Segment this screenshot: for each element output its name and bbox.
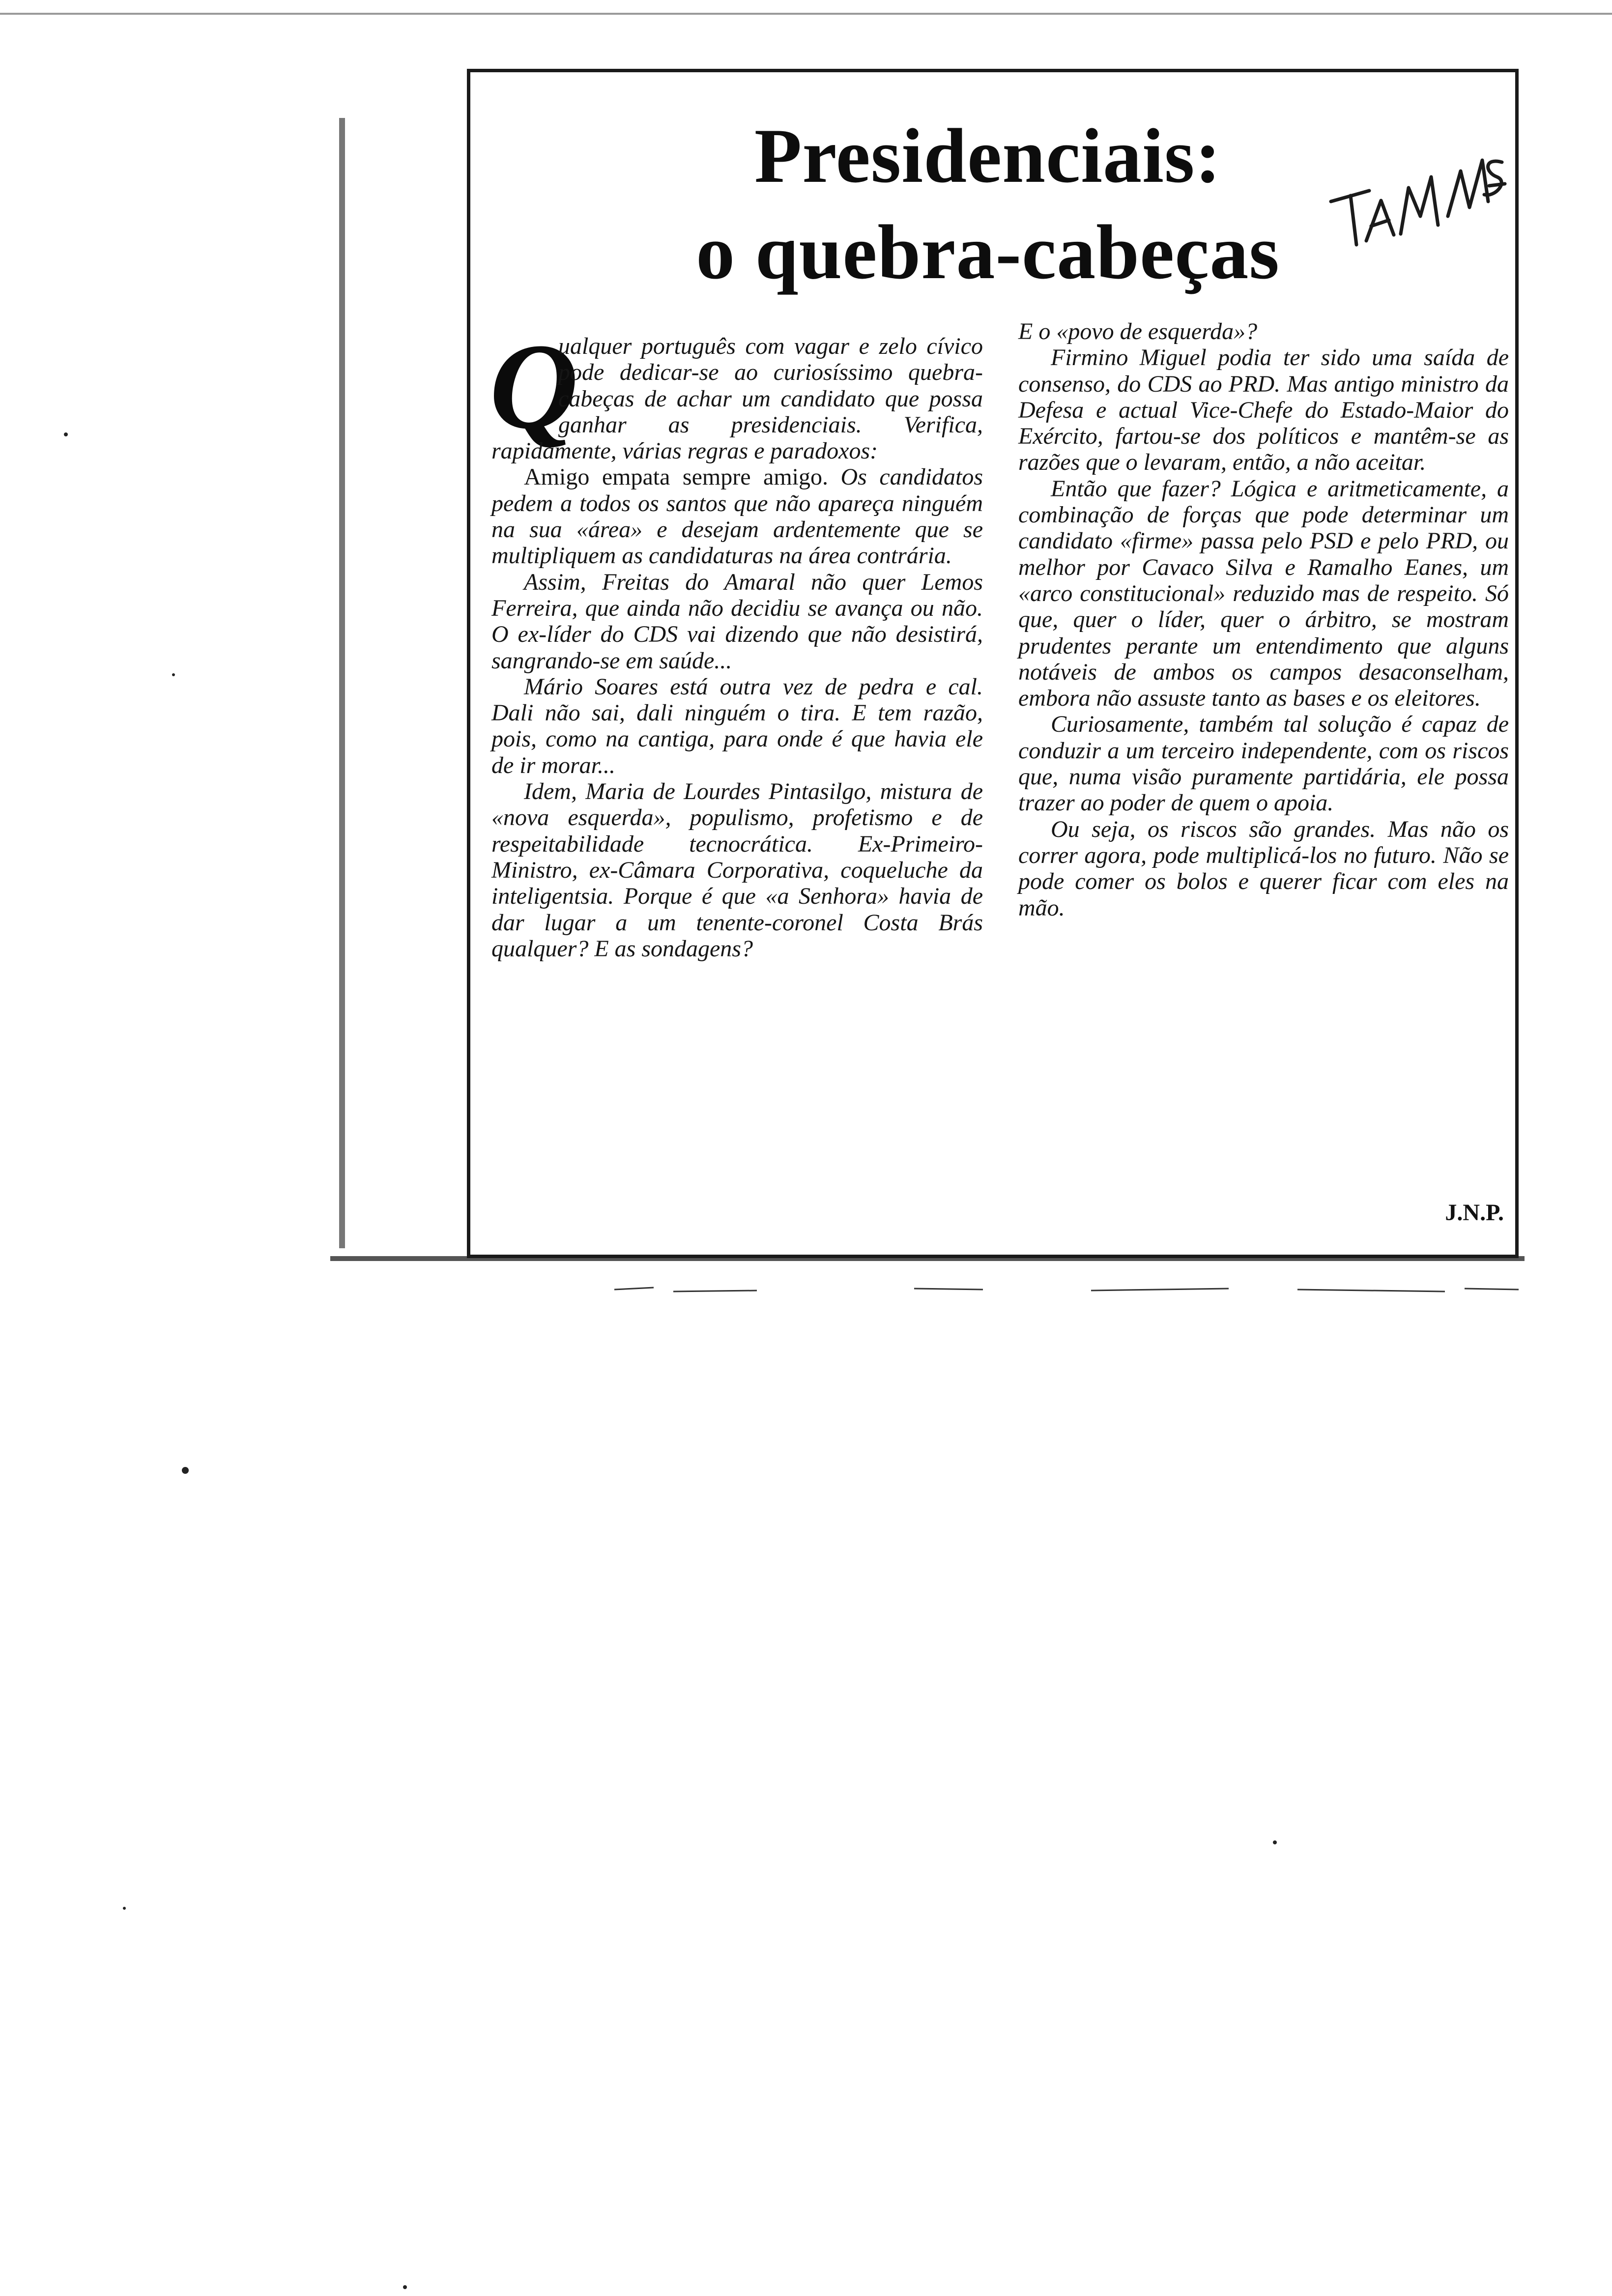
handwritten-note-tame bbox=[1322, 143, 1509, 260]
scan-speck bbox=[403, 2285, 407, 2289]
scan-speck bbox=[64, 432, 68, 436]
paragraph: Ou seja, os riscos são grandes. Mas não os correr agora, pode multiplicá-los no futuro. Não se pode comer os bolos e querer ficar com eles na mão. bbox=[1018, 816, 1509, 921]
paragraph bbox=[491, 464, 983, 569]
article-headline bbox=[639, 108, 1337, 301]
author-signature: J.N.P. bbox=[1445, 1200, 1504, 1226]
drop-cap: Q bbox=[489, 318, 578, 455]
paragraph: Então que fazer? Lógica e aritmeticamente, a combinação de forças que pode determinar um candidato «firme» passa pelo PSD e pelo PRD, ou melhor por Cavaco Silva e Ramalho Eanes, um «arco constitucional» reduzido mas de respeito. Só que, quer o líder, quer o árbitro, se mostram prudentes perante um entendimento que alguns notáveis de ambos os campos desaconselham, embora não assuste tanto as bases e os eleitores. bbox=[1018, 475, 1509, 712]
page-top-rule bbox=[0, 13, 1612, 15]
paragraph-lead: Amigo empata sempre amigo. bbox=[524, 464, 828, 490]
headline-line-2: o quebra-cabeças bbox=[696, 209, 1280, 295]
scan-noise-strip bbox=[609, 1283, 1524, 1297]
article-left-column bbox=[489, 318, 983, 962]
scan-speck bbox=[172, 673, 175, 676]
paragraph-rest: Os candidatos pedem a todos os santos que não apareça ninguém na sua «área» e desejam ardentemente que se multipliquem as candidaturas na área contrária. bbox=[491, 464, 983, 569]
paragraph: Assim, Freitas do Amaral não quer Lemos Ferreira, que ainda não decidiu se avança ou não. O ex-líder do CDS vai dizendo que não desistirá, sangrando-se em saúde... bbox=[491, 569, 983, 674]
scan-speck bbox=[182, 1467, 189, 1474]
paragraph: Curiosamente, também tal solução é capaz de conduzir a um terceiro independente, com os riscos que, numa visão puramente partidária, ele possa trazer ao poder de quem o apoia. bbox=[1018, 711, 1509, 816]
article-right-column bbox=[1018, 318, 1509, 921]
scan-speck bbox=[123, 1907, 126, 1910]
paragraph: Mário Soares está outra vez de pedra e cal. Dali não sai, dali ninguém o tira. E tem razão, pois, como na cantiga, para onde é que havia ele de ir morar... bbox=[491, 673, 983, 778]
scan-speck bbox=[1273, 1840, 1277, 1844]
paragraph: E o «povo de esquerda»? bbox=[1018, 318, 1258, 344]
clipping-shadow-left bbox=[339, 118, 345, 1248]
paragraph: Idem, Maria de Lourdes Pintasilgo, mistura de «nova esquerda», populismo, profetismo e de respeitabilidade tecnocrática. Ex-Primeiro-Ministro, ex-Câmara Corporativa, coqueluche da inteligentsia. Porque é que «a Senhora» havia de dar lugar a um tenente-coronel Costa Brás qualquer? E as sondagens? bbox=[491, 778, 983, 962]
paragraph: ualquer português com vagar e zelo cívico pode dedicar-se ao curiosíssimo quebra-cabeças de achar um candidato que possa ganhar as presidenciais. Verifica, rapidamente, várias regras e paradoxos: bbox=[491, 333, 983, 464]
headline-line-1: Presidenciais: bbox=[754, 113, 1222, 199]
paragraph: Firmino Miguel podia ter sido uma saída de consenso, do CDS ao PRD. Mas antigo ministro da Defesa e actual Vice-Chefe do Estado-Maior do Exército, fartou-se dos políticos e mantêm-se as razões que o levaram, então, a não aceitar. bbox=[1018, 344, 1509, 476]
